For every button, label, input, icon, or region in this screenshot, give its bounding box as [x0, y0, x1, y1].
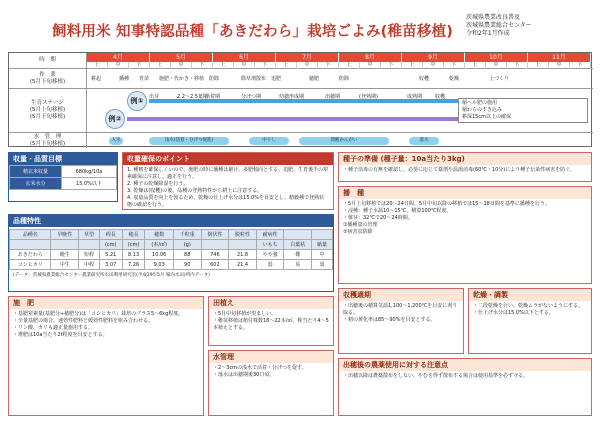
- month-header: 10月: [465, 53, 528, 62]
- period-label: 下: [381, 62, 402, 69]
- month-header: 9月: [402, 53, 465, 62]
- variety-note: (データ：茨城県農業総合センター農業研究所水田利用研究室(平成29年5月 場内水田)所内データ): [13, 273, 210, 278]
- stage-item: (登熟期): [359, 94, 378, 100]
- work-item: 追肥: [271, 76, 282, 82]
- harvest-title: 収穫適期: [339, 289, 463, 301]
- points-list: [123, 165, 333, 211]
- point-item: 1. 種籾を確保しくいので、施肥の時に播種は避け、多肥傾向とする。追肥、生育後半の窒素確保に注意し、適正を行う。: [127, 167, 329, 180]
- work-item: 除草剤散布: [241, 76, 267, 82]
- stage-item: 活着期: [205, 94, 221, 100]
- period-label: 上: [402, 62, 423, 69]
- sowing-box: [338, 186, 592, 284]
- table-header-row: 品種名 早晩性 草型 稈長 穂長 穂数 千粒重 倒伏性 脱粒性 耐病性: [10, 230, 333, 240]
- water-title: 水管理: [209, 351, 333, 363]
- table-row: あきだわら 晩生 短稈 5.21 8.13 10.06 88 746 21.8 やや強 難 中: [10, 250, 333, 260]
- seed-prep-box: [338, 152, 592, 182]
- work-item: 土づくり: [489, 76, 510, 82]
- period-label: 中: [549, 62, 570, 69]
- period-label: 中: [360, 62, 381, 69]
- attention-title: 出穂後の農薬使用に対する注意点: [339, 359, 591, 371]
- water-item: 間断かんがい: [299, 137, 389, 145]
- sowing-text: ・5月上旬移植では20～24日間、5月中旬以降の移植では15～18日間を基準に播種を行う。 ・浸種：種子水温10～15℃、積算100℃程度。 ・催芽：32℃で20～24時間。 ①播種量の管理 ②病害虫防除: [343, 201, 550, 235]
- period-label: 上: [465, 62, 486, 69]
- dry-title: 乾燥・調製: [469, 289, 591, 301]
- seed-prep-title: 種子の準備 (種子量：10a当たり3kg): [339, 153, 591, 165]
- fertilization-box: [8, 296, 204, 416]
- quality-title: 収量・品質目標: [9, 153, 117, 165]
- drying-box: 乾燥・調製 ・二段乾燥を行い、乾燥ムラがないようにする。 ・仕上げ水分は15.0%以下とする。: [468, 288, 592, 354]
- row-label: 時 期: [9, 53, 87, 68]
- page-title: 飼料用米 知事特認品種「あきだわら」栽培ごよみ(稚苗移植): [52, 24, 454, 40]
- water-item: 落水: [409, 137, 439, 145]
- period-label: 下: [192, 62, 213, 69]
- transplant-box: 田植え ・5月中旬移植が望ましい。 ・稚苗移植は植付株数18～22本/㎡、株当たり4～5本植えとする。: [208, 296, 334, 346]
- sowing-title: 播 種: [339, 187, 591, 199]
- org-line: 茨城県農業総合センター: [466, 22, 532, 29]
- row-label: 水 管 理 (5月下旬移植): [9, 133, 87, 148]
- table-row: コシヒカリ 中生 中稈 3.07 7.26 9.03 90 602 21.4 弱 易 弱: [10, 260, 333, 270]
- fert-text: ・基肥窒素量(基肥分+穂肥分)は「コシヒカリ」栽培のプラス5～6kg程度。 ・全量基肥の場合、速効性肥料と緩効性肥料を組み合わせる。 ・リン酸、カリも適正量施用する。 ・堆肥は10a当たり2t程度を目安とする。: [13, 311, 184, 338]
- water-item: 入水: [109, 137, 123, 145]
- month-header: 7月: [276, 53, 339, 62]
- month-header: 11月: [528, 53, 591, 62]
- org-line: 茨城県農業改良普及: [466, 14, 521, 21]
- point-item: 3. 乾燥は(収穫)の後、品種の登熟特性から耕土に注意する。: [127, 188, 263, 194]
- stage-item: 出穂期: [325, 94, 341, 100]
- period-label: 中: [108, 62, 129, 69]
- transplant-title: 田植え: [209, 297, 333, 309]
- work-item: 穂肥: [309, 76, 320, 82]
- period-label: 中: [486, 62, 507, 69]
- period-label: 上: [150, 62, 171, 69]
- stage-item: 成熟期: [407, 94, 423, 100]
- period-label: 下: [507, 62, 528, 69]
- period-label: 上: [87, 62, 108, 69]
- period-label: 中: [297, 62, 318, 69]
- seed-prep-text: ・種子消毒の有無を確認し、必要に応じて薬剤や温湯消毒(60℃・10分)により種子伝染性病害を防ぐ。: [343, 167, 576, 173]
- harvest-box: 収穫適期 ・出穂後の積算気温1,100～1,200℃を目安に刈り取る。 ・籾の黄化率は85～90%を目安とする。: [338, 288, 464, 354]
- period-label: 上: [528, 62, 549, 69]
- org-line: 令和2年1月作成: [466, 30, 510, 37]
- period-label: 中: [171, 62, 192, 69]
- row-label: 作 業 (5月下旬移植): [9, 69, 87, 88]
- table-row: 玄米水分 15.0%以下: [10, 178, 117, 190]
- month-header: 6月: [213, 53, 276, 62]
- work-item: 防除: [209, 76, 220, 82]
- water-item: 浅水(活着・分げつ促進): [149, 137, 229, 145]
- variety-title: 品種特性: [9, 215, 333, 227]
- stage-item: 収穫: [435, 94, 446, 100]
- work-item: 施肥・代かき・移植: [159, 76, 205, 82]
- row-label: 生育ステージ (5月上旬移植) (5月下旬移植): [9, 89, 87, 132]
- points-title: 収量確保のポイント: [123, 153, 333, 165]
- period-label: 下: [444, 62, 465, 69]
- period-label: 下: [129, 62, 150, 69]
- period-label: 上: [276, 62, 297, 69]
- water-item: 中干し: [249, 137, 289, 145]
- point-item: 2. 種子の乾燥除湿を行う。: [127, 181, 189, 187]
- note-item: 稲わらのすき込み: [462, 107, 503, 113]
- yield-points-box: [122, 152, 334, 210]
- work-item: 育苗: [139, 76, 150, 82]
- month-header: 8月: [339, 53, 402, 62]
- fert-title: 施 肥: [9, 297, 203, 309]
- example-2-circle: 例②: [105, 109, 125, 129]
- example-1-circle: 例①: [127, 91, 147, 111]
- period-label: 上: [213, 62, 234, 69]
- calendar-note: [458, 98, 588, 123]
- water-box: 水管理 ・2～3cmの浅水で活着・分げつを促す。 ・落水は出穂期後30日頃。: [208, 350, 334, 416]
- work-item: 乾燥: [449, 76, 460, 82]
- work-item: 耕起: [91, 76, 102, 82]
- variety-box: [8, 214, 334, 292]
- work-item: 収穫: [419, 76, 430, 82]
- period-label: 上: [339, 62, 360, 69]
- work-item: 防除: [339, 76, 350, 82]
- stage-item: 出芽: [149, 94, 160, 100]
- pesticide-attention-box: 出穂後の農薬使用に対する注意点 ・出穂以降は農薬散布をしない。やむを得ず散布する場合は使用基準を必ず守る。: [338, 358, 592, 416]
- variety-table: [9, 229, 333, 270]
- stage-item: 分げつ期: [241, 94, 262, 100]
- stage-item: 幼穂形成期: [279, 94, 305, 100]
- period-label: 中: [234, 62, 255, 69]
- period-label: 下: [570, 62, 591, 69]
- quality-table: [9, 165, 117, 190]
- period-label: 下: [318, 62, 339, 69]
- month-header: 5月: [150, 53, 213, 62]
- note-item: 耕深15cm以上の確保: [462, 114, 511, 120]
- organization: [466, 14, 532, 38]
- period-label: 中: [423, 62, 444, 69]
- note-item: 稲ヘル肥の施用: [462, 100, 498, 106]
- table-row: 精玄米収量 680kg/10a: [10, 166, 117, 178]
- point-item: 4. 収量品質を向上を図るため、乾燥の仕上げ水分は15.0%を目安とし、精穀種で登熟状態の確認を行う。: [127, 195, 325, 208]
- work-item: 播種: [119, 76, 130, 82]
- table-subheader-row: (cm) (cm) (本/㎡) (g) いもち 白葉枯 縞葉: [10, 240, 333, 250]
- stage-item: 2.2～2.5葉期: [177, 94, 208, 100]
- quality-target-box: [8, 152, 118, 202]
- stage-bar-2: [127, 117, 477, 121]
- period-label: 下: [255, 62, 276, 69]
- month-header: 4月: [87, 53, 150, 62]
